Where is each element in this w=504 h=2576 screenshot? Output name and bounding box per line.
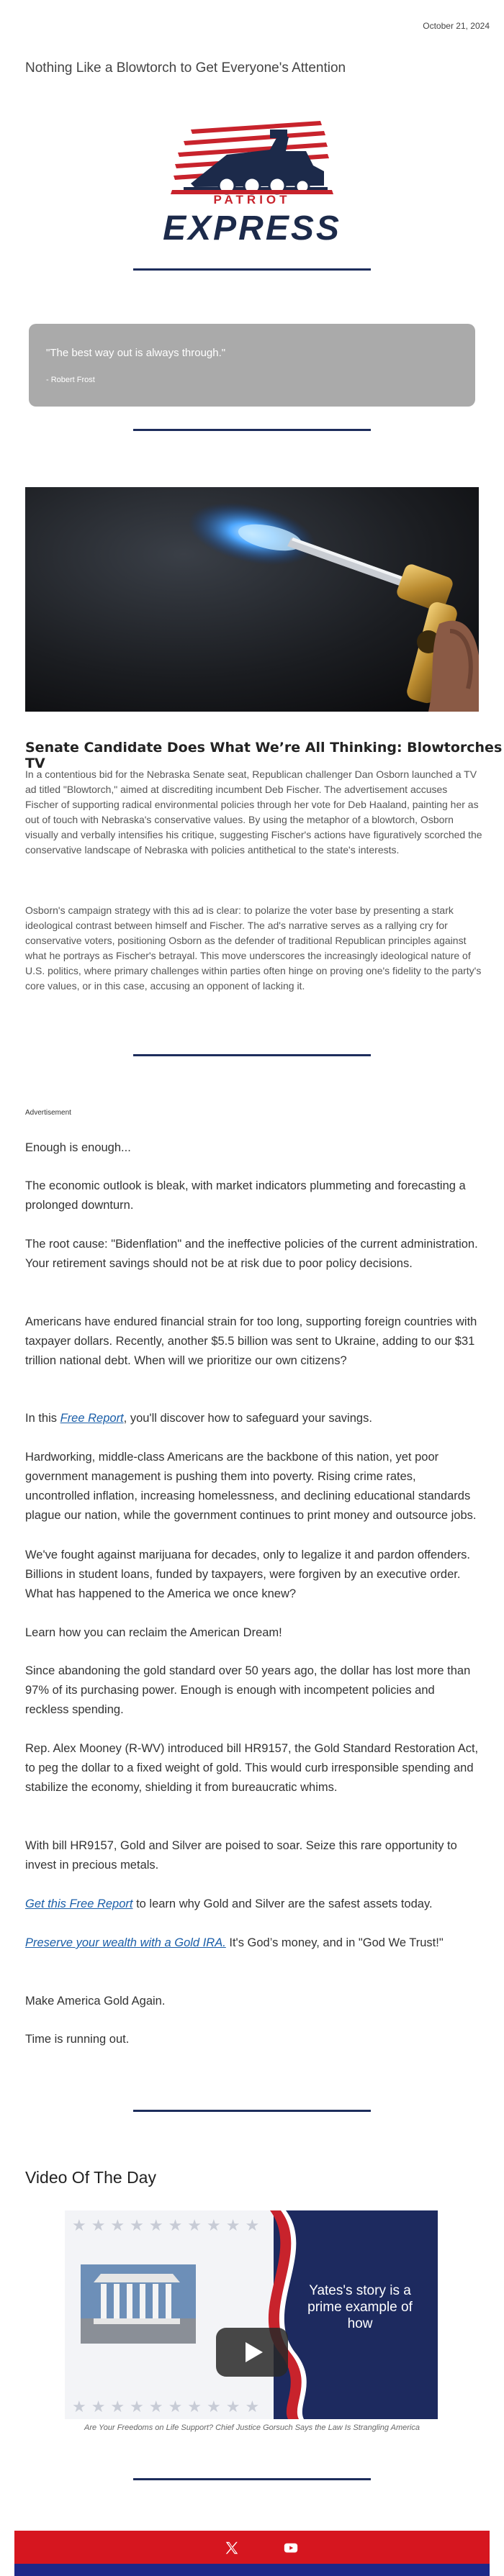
patriot-express-logo[interactable]	[162, 115, 342, 252]
video-caption[interactable]: Are Your Freedoms on Life Support? Chief Justice Gorsuch Says the Law Is Strangling America	[84, 2423, 420, 2432]
ad-paragraph	[25, 1409, 479, 1428]
gold-ira-link[interactable]: Preserve your wealth with a Gold IRA.	[25, 1936, 226, 1949]
youtube-icon[interactable]	[283, 2540, 299, 2556]
section-divider	[133, 268, 371, 271]
ad-paragraph: We've fought against marijuana for decades, only to legalize it and pardon offenders. Billions in student loans, funded by taxpayers, were forgiven by an executive order. What has happened to the America we once knew?	[25, 1548, 471, 1600]
section-divider	[133, 2478, 371, 2480]
ad-paragraph: Learn how you can reclaim the American Dream!	[25, 1626, 282, 1639]
ad-paragraph: Hardworking, middle-class Americans are the backbone of this nation, yet poor government management is pushing them into poverty. Rising crime rates, uncontrolled inflation, increasing homelessness, and declining educational standards plague our nation, while the government continues to print money and outsource jobs.	[25, 1451, 477, 1522]
video-section-title: Video Of The Day	[25, 2168, 156, 2187]
play-button[interactable]	[216, 2328, 288, 2377]
ad-paragraph	[25, 1933, 479, 1953]
blowtorch-image[interactable]	[25, 487, 479, 712]
ad-paragraph	[25, 1895, 479, 1914]
ad-text: In this	[25, 1412, 60, 1425]
article-paragraph: In a contentious bid for the Nebraska Senate seat, Republican challenger Dan Osborn launched a TV ad titled "Blowtorch," aimed at discrediting incumbent Deb Fischer. The advertisement accuses Fischer of supporting radical environmental policies through her vote for Deb Haaland, painting her as out of touch with Nebraska's conservative values. By using the metaphor of a blowtorch, Osborn visually and verbally intensifies his critique, suggesting Fischer's actions have figuratively scorched the conservative landscape of Nebraska with policies antithetical to the state's interests.	[25, 768, 482, 856]
ad-paragraph: The root cause: "Bidenflation" and the ineffective policies of the current administration. Your retirement savings should not be at risk due to poor policy decisions.	[25, 1238, 478, 1270]
issue-date: October 21, 2024	[423, 21, 490, 31]
ad-paragraph: With bill HR9157, Gold and Silver are poised to soar. Seize this rare opportunity to invest in precious metals.	[25, 1839, 457, 1872]
ad-paragraph: Americans have endured financial strain for too long, supporting foreign countries with taxpayer dollars. Recently, another $5.5 billion was sent to Ukraine, adding to our $31 trillion national debt. When will we prioritize our own citizens?	[25, 1315, 477, 1367]
newsletter-headline: Nothing Like a Blowtorch to Get Everyone's Attention	[25, 60, 346, 76]
quote-box	[29, 324, 475, 407]
ad-paragraph: The economic outlook is bleak, with market indicators plummeting and forecasting a prolonged downturn.	[25, 1179, 466, 1212]
logo-patriot-text: PATRIOT	[213, 193, 291, 207]
ad-paragraph: Make America Gold Again.	[25, 1995, 166, 2008]
x-icon[interactable]	[224, 2540, 240, 2556]
ad-text: , you'll discover how to safeguard your savings.	[123, 1412, 372, 1425]
video-overlay-text: Yates's story is a prime example of how	[307, 2283, 413, 2331]
free-report-link[interactable]: Free Report	[60, 1412, 124, 1425]
logo-express-text: EXPRESS	[163, 209, 341, 248]
advertisement-label: Advertisement	[25, 1109, 71, 1117]
section-divider	[133, 2110, 371, 2112]
footer-bottom-bar	[14, 2564, 490, 2576]
svg-text:★ ★ ★ ★ ★ ★ ★ ★ ★ ★: ★ ★ ★ ★ ★ ★ ★ ★ ★ ★	[72, 2398, 260, 2416]
quote-text: "The best way out is always through."	[46, 347, 226, 359]
ad-paragraph: Enough is enough...	[25, 1141, 131, 1154]
ad-paragraph: Time is running out.	[25, 2033, 130, 2046]
article-title: Senate Candidate Does What We’re All Thinking: Blowtorches TV	[25, 740, 503, 771]
video-thumbnail[interactable]	[65, 2210, 438, 2419]
ad-text: It's God’s money, and in "God We Trust!"	[225, 1936, 444, 1949]
footer-social-bar	[14, 2531, 490, 2564]
ad-text: to learn why Gold and Silver are the safest assets today.	[132, 1897, 433, 1910]
get-free-report-link[interactable]: Get this Free Report	[25, 1897, 133, 1910]
section-divider	[133, 1054, 371, 1056]
ad-paragraph: Rep. Alex Mooney (R-WV) introduced bill HR9157, the Gold Standard Restoration Act, to peg the dollar to a fixed weight of gold. This would curb irresponsible spending and stabilize the economy, shielding it from bureaucratic whims.	[25, 1742, 479, 1794]
svg-text:★ ★ ★ ★ ★ ★ ★ ★ ★ ★: ★ ★ ★ ★ ★ ★ ★ ★ ★ ★	[72, 2217, 260, 2235]
section-divider	[133, 429, 371, 431]
quote-author: - Robert Frost	[46, 376, 95, 384]
ad-paragraph: Since abandoning the gold standard over 50 years ago, the dollar has lost more than 97% of its purchasing power. Enough is enough with incompetent policies and reckless spending.	[25, 1664, 471, 1716]
article-paragraph: Osborn's campaign strategy with this ad is clear: to polarize the voter base by presenting a stark ideological contrast between himself and Fischer. The ad's narrative serves as a rallying cry for conservative voters, positioning Osborn as the defender of traditional Republican principles against what he portrays as Fischer's betrayal. This move underscores the increasingly ideological nature of U.S. politics, where primary challenges within parties often hinge on proving one's fidelity to the party's core values, or in this case, accusing an opponent of lacking it.	[25, 904, 482, 992]
